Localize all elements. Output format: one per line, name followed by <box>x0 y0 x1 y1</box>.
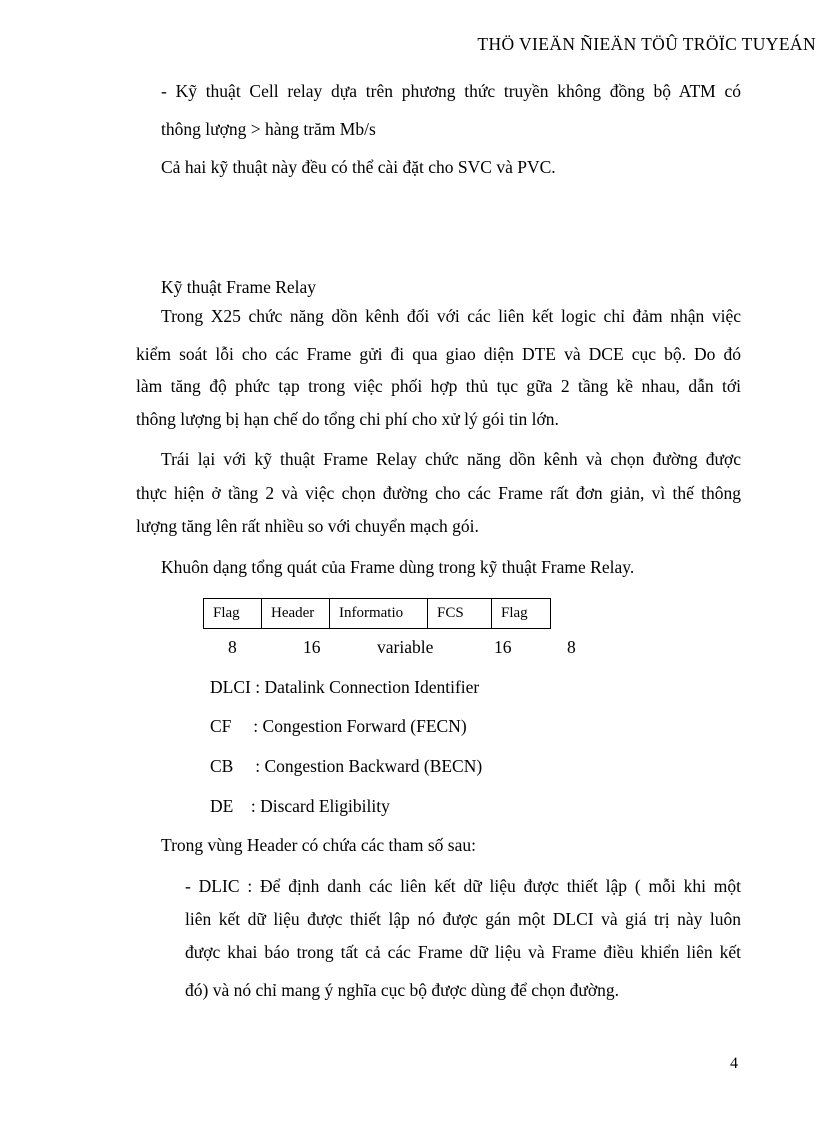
definition-cb: CB : Congestion Backward (BECN) <box>210 756 483 776</box>
frame-size-fcs: 16 <box>494 637 512 657</box>
definition-dlci: DLCI : Datalink Connection Identifier <box>210 677 480 697</box>
frame-size-flag-start: 8 <box>228 637 237 657</box>
page-number: 4 <box>730 1055 738 1072</box>
frame-field-flag-end: Flag <box>501 605 528 621</box>
frame-size-information: variable <box>377 637 434 657</box>
bullet-dlic-line4: đó) và nó chỉ mang ý nghĩa cục bộ được dùng để chọn đường. <box>185 980 620 1000</box>
bullet-dlic-line2: liên kết dữ liệu được thiết lập nó được gán một DLCI và giá trị này luôn <box>185 909 741 929</box>
paragraph-frame-format: Khuôn dạng tổng quát của Frame dùng trong kỹ thuật Frame Relay. <box>161 557 635 577</box>
frame-field-flag-start: Flag <box>204 599 262 628</box>
bullet-cell-relay: - Kỹ thuật Cell relay dựa trên phương thức truyền không đồng bộ ATM có <box>161 81 741 101</box>
definition-de: DE : Discard Eligibility <box>210 796 390 816</box>
section-heading: Kỹ thuật Frame Relay <box>161 277 317 297</box>
bullet-cell-relay-cont: thông lượng > hàng trăm Mb/s <box>161 119 376 139</box>
paragraph-svc-pvc: Cả hai kỹ thuật này đều có thể cài đặt cho SVC và PVC. <box>161 157 556 177</box>
paragraph-fr-line3: lượng tăng lên rất nhiều so với chuyển mạch gói. <box>136 516 479 536</box>
paragraph-x25-line3: làm tăng độ phức tạp trong việc phối hợp thủ tục gữa 2 tầng kề nhau, dẫn tới <box>136 376 741 396</box>
paragraph-x25-line4: thông lượng bị hạn chế do tổng chi phí cho xử lý gói tin lớn. <box>136 409 559 429</box>
bullet-dlic-line1: - DLIC : Để định danh các liên kết dữ liệu được thiết lập ( mỗi khi một <box>185 876 741 896</box>
definition-cf: CF : Congestion Forward (FECN) <box>210 716 467 736</box>
frame-format-diagram <box>203 598 551 629</box>
paragraph-header-params: Trong vùng Header có chứa các tham số sau: <box>161 835 476 855</box>
frame-field-header: Header <box>262 599 330 628</box>
paragraph-fr-line1: Trái lại với kỹ thuật Frame Relay chức năng dồn kênh và chọn đường được <box>161 449 741 469</box>
frame-size-flag-end: 8 <box>567 637 576 657</box>
paragraph-fr-line2: thực hiện ở tầng 2 và việc chọn đường cho các Frame rất đơn giản, vì thế thông <box>136 483 741 503</box>
paragraph-x25-line2: kiểm soát lỗi cho các Frame gửi đi qua giao diện DTE và DCE cục bộ. Do đó <box>136 344 741 364</box>
paragraph-x25-line1: Trong X25 chức năng dồn kênh đối với các liên kết logic chỉ đảm nhận việc <box>161 306 741 326</box>
bullet-dlic-line3: được khai báo trong tất cả các Frame dữ liệu và Frame điều khiển liên kết <box>185 942 741 962</box>
frame-field-information: Informatio <box>330 599 428 628</box>
frame-field-fcs: FCS <box>428 599 492 628</box>
running-header: THÖ VIEÄN ÑIEÄN TÖÛ TRÖÏC TUYEÁN <box>477 34 816 54</box>
frame-size-header: 16 <box>303 637 321 657</box>
